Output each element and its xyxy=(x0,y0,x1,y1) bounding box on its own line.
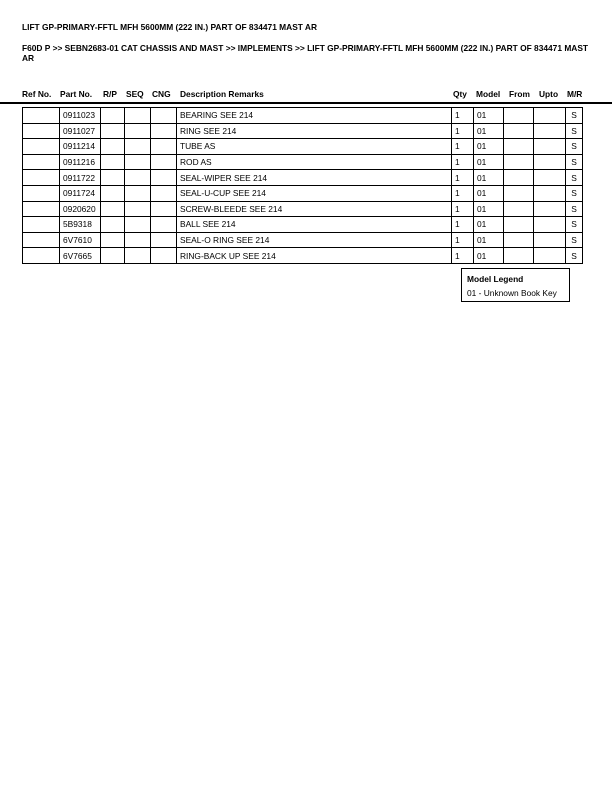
cell-seq xyxy=(125,232,151,248)
cell-seq xyxy=(125,154,151,170)
cell-rp xyxy=(101,139,125,155)
cell-rp xyxy=(101,248,125,264)
cell-cng xyxy=(151,170,177,186)
cell-mr: S xyxy=(566,201,583,217)
parts-table-body xyxy=(23,108,583,264)
cell-ref-no xyxy=(23,108,60,124)
cell-ref-no xyxy=(23,123,60,139)
cell-ref-no xyxy=(23,248,60,264)
cell-mr: S xyxy=(566,139,583,155)
table-row xyxy=(23,232,583,248)
cell-cng xyxy=(151,232,177,248)
cell-part-no: 0911023 xyxy=(60,108,101,124)
cell-model: 01 xyxy=(474,170,504,186)
cell-from xyxy=(504,123,534,139)
cell-from xyxy=(504,232,534,248)
cell-description: ROD AS xyxy=(177,154,452,170)
parts-table xyxy=(22,107,583,264)
table-row xyxy=(23,170,583,186)
cell-seq xyxy=(125,185,151,201)
cell-upto xyxy=(534,232,566,248)
cell-cng xyxy=(151,108,177,124)
table-row xyxy=(23,217,583,233)
cell-upto xyxy=(534,123,566,139)
header-ref-no: Ref No. xyxy=(22,89,52,99)
cell-upto xyxy=(534,217,566,233)
cell-model: 01 xyxy=(474,232,504,248)
cell-from xyxy=(504,139,534,155)
cell-model: 01 xyxy=(474,217,504,233)
cell-qty: 1 xyxy=(452,185,474,201)
cell-ref-no xyxy=(23,170,60,186)
breadcrumb: F60D P >> SEBN2683-01 CAT CHASSIS AND MAST >> IMPLEMENTS >> LIFT GP-PRIMARY-FFTL MFH 5600MM (222 IN.) PART OF 834471 MAST AR xyxy=(22,43,589,63)
cell-upto xyxy=(534,170,566,186)
legend-item: 01 - Unknown Book Key xyxy=(467,288,557,298)
cell-description: TUBE AS xyxy=(177,139,452,155)
cell-description: RING SEE 214 xyxy=(177,123,452,139)
header-description: Description Remarks xyxy=(180,89,264,99)
table-header xyxy=(0,88,612,100)
cell-rp xyxy=(101,108,125,124)
cell-mr: S xyxy=(566,123,583,139)
header-seq: SEQ xyxy=(126,89,144,99)
cell-model: 01 xyxy=(474,248,504,264)
cell-part-no: 6V7665 xyxy=(60,248,101,264)
legend-title: Model Legend xyxy=(467,274,524,284)
cell-seq xyxy=(125,108,151,124)
cell-qty: 1 xyxy=(452,108,474,124)
cell-cng xyxy=(151,217,177,233)
document-title: LIFT GP-PRIMARY-FFTL MFH 5600MM (222 IN.) PART OF 834471 MAST AR xyxy=(22,22,318,32)
cell-cng xyxy=(151,123,177,139)
header-from: From xyxy=(509,89,530,99)
cell-upto xyxy=(534,248,566,264)
cell-qty: 1 xyxy=(452,170,474,186)
cell-mr: S xyxy=(566,217,583,233)
table-row xyxy=(23,201,583,217)
cell-description: BALL SEE 214 xyxy=(177,217,452,233)
cell-model: 01 xyxy=(474,139,504,155)
cell-cng xyxy=(151,185,177,201)
cell-ref-no xyxy=(23,201,60,217)
cell-seq xyxy=(125,201,151,217)
cell-cng xyxy=(151,139,177,155)
table-row xyxy=(23,123,583,139)
cell-model: 01 xyxy=(474,123,504,139)
cell-from xyxy=(504,108,534,124)
cell-rp xyxy=(101,123,125,139)
cell-seq xyxy=(125,248,151,264)
model-legend xyxy=(461,268,570,302)
cell-description: RING-BACK UP SEE 214 xyxy=(177,248,452,264)
cell-rp xyxy=(101,170,125,186)
header-rp: R/P xyxy=(103,89,117,99)
header-part-no: Part No. xyxy=(60,89,93,99)
cell-upto xyxy=(534,108,566,124)
cell-qty: 1 xyxy=(452,217,474,233)
cell-part-no: 0911027 xyxy=(60,123,101,139)
cell-qty: 1 xyxy=(452,201,474,217)
table-row xyxy=(23,154,583,170)
cell-cng xyxy=(151,201,177,217)
cell-from xyxy=(504,217,534,233)
header-upto: Upto xyxy=(539,89,559,99)
cell-description: SEAL-WIPER SEE 214 xyxy=(177,170,452,186)
cell-seq xyxy=(125,170,151,186)
header-cng: CNG xyxy=(152,89,171,99)
cell-rp xyxy=(101,154,125,170)
cell-mr: S xyxy=(566,170,583,186)
cell-seq xyxy=(125,217,151,233)
cell-model: 01 xyxy=(474,201,504,217)
cell-mr: S xyxy=(566,108,583,124)
cell-ref-no xyxy=(23,139,60,155)
cell-description: BEARING SEE 214 xyxy=(177,108,452,124)
cell-upto xyxy=(534,139,566,155)
table-row xyxy=(23,185,583,201)
cell-model: 01 xyxy=(474,154,504,170)
cell-part-no: 0911724 xyxy=(60,185,101,201)
cell-qty: 1 xyxy=(452,232,474,248)
header-model: Model xyxy=(476,89,501,99)
cell-ref-no xyxy=(23,154,60,170)
cell-from xyxy=(504,201,534,217)
cell-mr: S xyxy=(566,232,583,248)
cell-from xyxy=(504,154,534,170)
cell-qty: 1 xyxy=(452,248,474,264)
cell-part-no: 0920620 xyxy=(60,201,101,217)
cell-ref-no xyxy=(23,217,60,233)
cell-rp xyxy=(101,185,125,201)
cell-from xyxy=(504,248,534,264)
cell-seq xyxy=(125,139,151,155)
cell-mr: S xyxy=(566,248,583,264)
table-row xyxy=(23,139,583,155)
cell-part-no: 0911216 xyxy=(60,154,101,170)
header-qty: Qty xyxy=(453,89,467,99)
cell-part-no: 0911214 xyxy=(60,139,101,155)
cell-part-no: 0911722 xyxy=(60,170,101,186)
cell-rp xyxy=(101,217,125,233)
header-mr: M/R xyxy=(567,89,583,99)
table-row xyxy=(23,108,583,124)
cell-part-no: 6V7610 xyxy=(60,232,101,248)
cell-model: 01 xyxy=(474,108,504,124)
cell-upto xyxy=(534,185,566,201)
cell-model: 01 xyxy=(474,185,504,201)
cell-from xyxy=(504,170,534,186)
table-row xyxy=(23,248,583,264)
cell-mr: S xyxy=(566,185,583,201)
cell-cng xyxy=(151,248,177,264)
cell-rp xyxy=(101,232,125,248)
cell-rp xyxy=(101,201,125,217)
cell-qty: 1 xyxy=(452,139,474,155)
cell-description: SEAL-U-CUP SEE 214 xyxy=(177,185,452,201)
cell-seq xyxy=(125,123,151,139)
cell-ref-no xyxy=(23,185,60,201)
cell-description: SEAL-O RING SEE 214 xyxy=(177,232,452,248)
cell-description: SCREW-BLEEDE SEE 214 xyxy=(177,201,452,217)
cell-qty: 1 xyxy=(452,154,474,170)
cell-upto xyxy=(534,201,566,217)
cell-ref-no xyxy=(23,232,60,248)
cell-upto xyxy=(534,154,566,170)
cell-from xyxy=(504,185,534,201)
cell-cng xyxy=(151,154,177,170)
cell-mr: S xyxy=(566,154,583,170)
header-divider xyxy=(0,102,612,104)
cell-qty: 1 xyxy=(452,123,474,139)
cell-part-no: 5B9318 xyxy=(60,217,101,233)
